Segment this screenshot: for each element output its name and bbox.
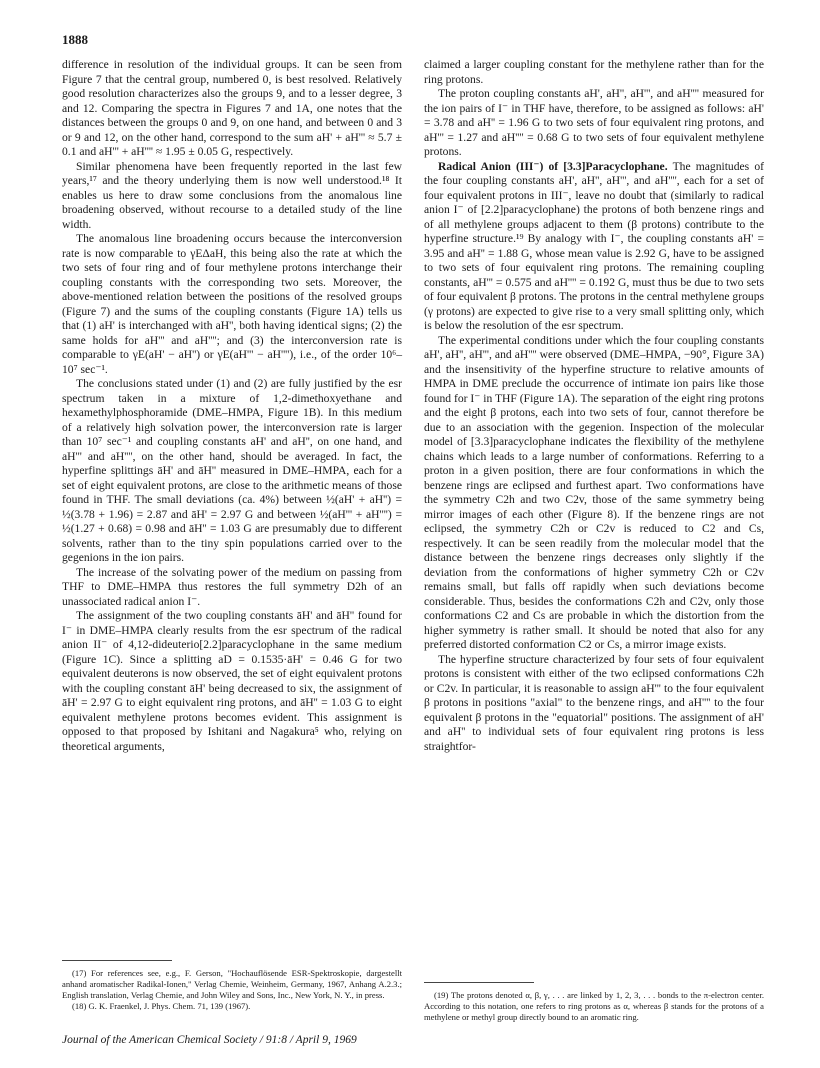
page-number: 1888	[62, 32, 88, 47]
section-paragraph	[424, 160, 764, 334]
paragraph: The conclusions stated under (1) and (2) are fully justified by the esr spectrum taken in a mixture of 1,2-dimethoxyethane and hexamethylphosphoramide (DME–HMPA, Figure 1B). In this medium of a relatively high solvation power, the interconversion rate is larger than 10⁷ sec⁻¹ and coupling constants aH' and aH'', on one hand, and aH''' and aH'''', on the other hand, should be averaged. In fact, the hyperfine splittings āH' and āH'' measured in DME–HMPA, each for a set of eight equivalent protons, are close to the arithmetic means of those found in THF. The small deviations (ca. 4%) between ½(aH' + aH'') = ½(3.78 + 1.96) = 2.87 and āH' = 2.97 G and between ½(aH''' + aH'''') = ½(1.27 + 0.68) = 0.98 and āH'' = 1.03 G are presumably due to different solvents, rather than to the tiny spin populations carried over to the gegenions in the ion pairs.	[62, 377, 402, 564]
paragraph: The hyperfine structure characterized by four sets of four equivalent protons is consistent with either of the two eclipsed conformations C2h or C2v. In particular, it is reasonable to assign aH''' to the four equivalent β protons in positions "axial" to the benzene rings, and aH'''' to the four equivalent β protons in the "equatorial" positions. The assignment of aH' and aH'' to individual sets of four equivalent ring protons is less straightfor-	[424, 652, 764, 753]
paragraph: The proton coupling constants aH', aH'', aH''', and aH'''' measured for the ion pairs of I⁻ in THF have, therefore, to be assigned as follows: aH' = 3.78 and aH'' = 1.96 G to two sets of four equivalent ring protons, and aH''' = 1.27 and aH'''' = 0.68 G to two sets of four equivalent methylene protons.	[424, 87, 764, 158]
footnote-rule	[424, 982, 534, 983]
paragraph: Similar phenomena have been frequently reported in the last few years,¹⁷ and the theory underlying them is now well understood.¹⁸ It enables us here to draw some conclusions from the anomalous line broadening observed, without recourse to a detailed study of the line width.	[62, 159, 402, 231]
section-text: The magnitudes of the four coupling constants aH', aH'', aH''', and aH'''', each for a set of four equivalent protons in III⁻, leave no doubt that (similarly to radical anion I⁻ of [2.2]paracyclophane) the protons of both benzene rings and of all methylene groups adjacent to them (β protons) contribute to the hyperfine structure.¹⁹ By analogy with I⁻, the coupling constants aH' = 3.95 and aH'' = 1.88 G, whose mean value is 2.92 G, have to be assigned to two sets of four equivalent ring protons. The remaining coupling constants, aH''' = 0.575 and aH'''' = 0.192 G, must thus be due to two sets of four equivalent β protons. The protons in the central methylene groups (γ protons) are expected to give rise to a very small splitting only, which is below the resolution of the esr spectrum.	[424, 159, 764, 332]
journal-footer: Journal of the American Chemical Society / 91:8 / April 9, 1969	[62, 1034, 357, 1046]
paragraph: The anomalous line broadening occurs because the interconversion rate is now comparable to γEΔaH, this being also the rate at which the two sets of four ring and of four methylene protons interchange their coupling constants with the corresponding two sets. Moreover, the above-mentioned relation between the positions of the resolved groups (Figure 7) and the sums of the coupling constants (Figure 1A) tells us that (1) aH' is interchanged with aH'', both having identical signs; (2) the same holds for aH''' and aH''''; and (3) the interconversion rate is comparable to γE(aH' − aH'') or γE(aH''' − aH''''), i.e., of the order 10⁶–10⁷ sec⁻¹.	[62, 232, 402, 376]
footnote: (19) The protons denoted α, β, γ, . . . are linked by 1, 2, 3, . . . bonds to the π-electron center. According to this notation, one refers to ring protons as α, whereas β stands for the protons of a methylene or methyl group directly bound to an aromatic ring.	[424, 990, 764, 1022]
right-column	[424, 58, 764, 754]
paragraph: The experimental conditions under which the four coupling constants aH', aH'', aH''', and aH'''' were observed (DME–HMPA, −90°, Figure 3A) and the insensitivity of the hyperfine structure to relative amounts of HMPA in DME preclude the occurrence of intimate ion pairs like those found for I⁻ in THF (Figure 1A). The separation of the eight ring protons and the eight β protons, each into two sets of four, cannot therefore be due to an association with the gegenion. Inspection of the molecular model of [3.3]paracyclophane indicates the flexibility of the methylene chains which leads to a large number of conformations. Referring to a proton in a given position, there are four conformations in which the benzene rings are eclipsed and furthest apart. Two conformations have the symmetry C2h and two C2v, those of the same symmetry being mirror images of each other (Figure 8). If the benzene rings are not eclipsed, the symmetry C2h or C2v is reduced to C2 and Cs, respectively. It can be seen readily from the molecular model that the distance between the benzene rings decreases only slightly if the deviation from the conformations of higher symmetry C2h or C2v remains small, but falls off rapidly when such deviations become considerable. Thus, besides the conformations C2h and C2v, only those conformations C2 and Cs are probable in which the distortion from the higher symmetry is rather small. It should be noted that also for any preferred distorted conformation C2 or Cs, a mirror image exists.	[424, 333, 764, 651]
footnote: (17) For references see, e.g., F. Gerson, "Hochauflösende ESR-Spektroskopie, dargestellt anhand aromatischer Radikal-Ionen," Verlag Chemie, Weinheim, Germany, 1967, Anhang A.2.3.; English translation, Verlag Chemie, and John Wiley and Sons, Inc., New York, N. Y., in press.	[62, 968, 402, 1000]
paragraph: The assignment of the two coupling constants āH' and āH'' found for I⁻ in DME–HMPA clearly results from the esr spectrum of the radical anion II⁻ of 4,12-dideuterio[2.2]paracyclophane in the same medium (Figure 1C). Since a splitting aD = 0.1535·āH' = 0.46 G for two equivalent deuterons is now observed, the set of eight equivalent protons with the coupling constant āH' being decreased to six, the assignment of āH' = 2.97 G to eight equivalent ring protons, and āH'' = 1.03 G to eight equivalent methylene protons becomes evident. This assignment is opposed to that proposed by Ishitani and Nagakura⁵ who, relying on theoretical arguments,	[62, 609, 402, 753]
footnote-rule	[62, 960, 172, 961]
footnote: (18) G. K. Fraenkel, J. Phys. Chem. 71, 139 (1967).	[72, 1001, 251, 1011]
footnotes-left	[62, 968, 402, 1012]
paragraph: claimed a larger coupling constant for the methylene rather than for the ring protons.	[424, 58, 764, 86]
left-column	[62, 58, 402, 754]
section-heading: Radical Anion (III⁻) of [3.3]Paracyclophane.	[438, 159, 668, 173]
footnotes-right	[424, 990, 764, 1023]
paragraph: The increase of the solvating power of the medium on passing from THF to DME–HMPA thus restores the full symmetry D2h of an unassociated radical anion I⁻.	[62, 565, 402, 608]
paragraph: difference in resolution of the individual groups. It can be seen from Figure 7 that the central group, numbered 0, is best resolved. Relatively good resolution characterizes also the groups 9, and to a lesser degree, 3 and 12. Comparing the spectra in Figures 7 and 1A, one notes that the distances between the groups 0 and 9, on one hand, and between 0 and 3 or 9 and 12, on the other hand, correspond to the sum aH' + aH''' ≈ 5.7 ± 0.1 and aH''' + aH'''' ≈ 1.95 ± 0.05 G, respectively.	[62, 58, 402, 158]
